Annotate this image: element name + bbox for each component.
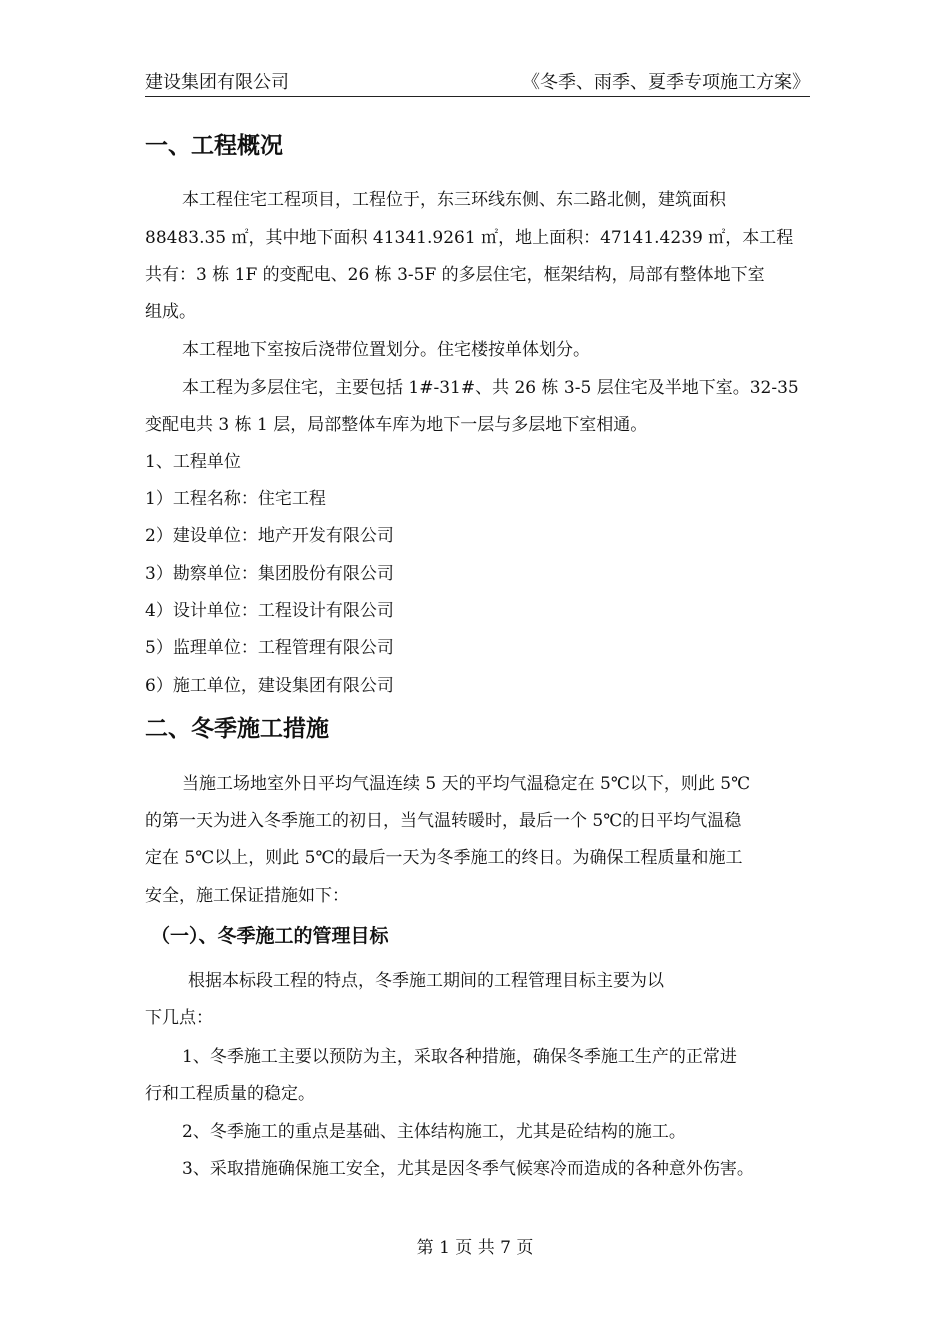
page-number-footer: 第 1 页 共 7 页 — [416, 1238, 534, 1258]
paragraph-line: 根据本标段工程的特点，冬季施工期间的工程管理目标主要为以 — [188, 971, 664, 991]
goal-item-1: 1、冬季施工主要以预防为主，采取各种措施，确保冬季施工生产的正常进 — [182, 1047, 737, 1067]
page-header — [145, 66, 810, 97]
paragraph-line: 本工程住宅工程项目，工程位于，东三环线东侧、东二路北侧，建筑面积 — [182, 190, 726, 210]
paragraph-line: 下几点： — [145, 1008, 213, 1028]
paragraph-line: 组成。 — [145, 302, 196, 322]
unit-item-design: 4）设计单位：工程设计有限公司 — [145, 601, 394, 621]
paragraph-line: 定在 5℃以上，则此 5℃的最后一天为冬季施工的终日。为确保工程质量和施工 — [145, 848, 743, 868]
paragraph-line: 88483.35 ㎡，其中地下面积 41341.9261 ㎡，地上面积：47141.4239 ㎡，本工程 — [145, 228, 794, 248]
subsection-heading: （一）、冬季施工的管理目标 — [151, 925, 389, 947]
unit-item-supervision: 5）监理单位：工程管理有限公司 — [145, 638, 394, 658]
goal-item-3: 3、采取措施确保施工安全，尤其是因冬季气候寒冷而造成的各种意外伤害。 — [182, 1159, 754, 1179]
unit-item-developer: 2）建设单位：地产开发有限公司 — [145, 526, 394, 546]
section-2-heading: 二、冬季施工措施 — [145, 716, 329, 742]
section-1-heading: 一、工程概况 — [145, 133, 283, 159]
paragraph-line: 的第一天为进入冬季施工的初日，当气温转暖时，最后一个 5℃的日平均气温稳 — [145, 811, 742, 831]
units-heading: 1、工程单位 — [145, 452, 241, 472]
paragraph-line: 安全，施工保证措施如下： — [145, 886, 349, 906]
paragraph-line: 当施工场地室外日平均气温连续 5 天的平均气温稳定在 5℃以下，则此 5℃ — [182, 774, 751, 794]
header-company: 建设集团有限公司 — [145, 72, 289, 93]
unit-item-construction: 6）施工单位，建设集团有限公司 — [145, 676, 394, 696]
header-document-title: 《冬季、雨季、夏季专项施工方案》 — [522, 72, 810, 93]
unit-item-project-name: 1）工程名称：住宅工程 — [145, 489, 326, 509]
paragraph-line: 共有：3 栋 1F 的变配电、26 栋 3-5F 的多层住宅，框架结构，局部有整体地下室 — [145, 265, 765, 285]
goal-item-2: 2、冬季施工的重点是基础、主体结构施工，尤其是砼结构的施工。 — [182, 1122, 686, 1142]
goal-item-1-continued: 行和工程质量的稳定。 — [145, 1084, 315, 1104]
paragraph-line: 本工程为多层住宅，主要包括 1#-31#、共 26 栋 3-5 层住宅及半地下室。32-35 — [182, 378, 799, 398]
unit-item-survey: 3）勘察单位：集团股份有限公司 — [145, 564, 394, 584]
paragraph-line: 变配电共 3 栋 1 层，局部整体车库为地下一层与多层地下室相通。 — [145, 415, 648, 435]
paragraph-line: 本工程地下室按后浇带位置划分。住宅楼按单体划分。 — [182, 340, 590, 360]
